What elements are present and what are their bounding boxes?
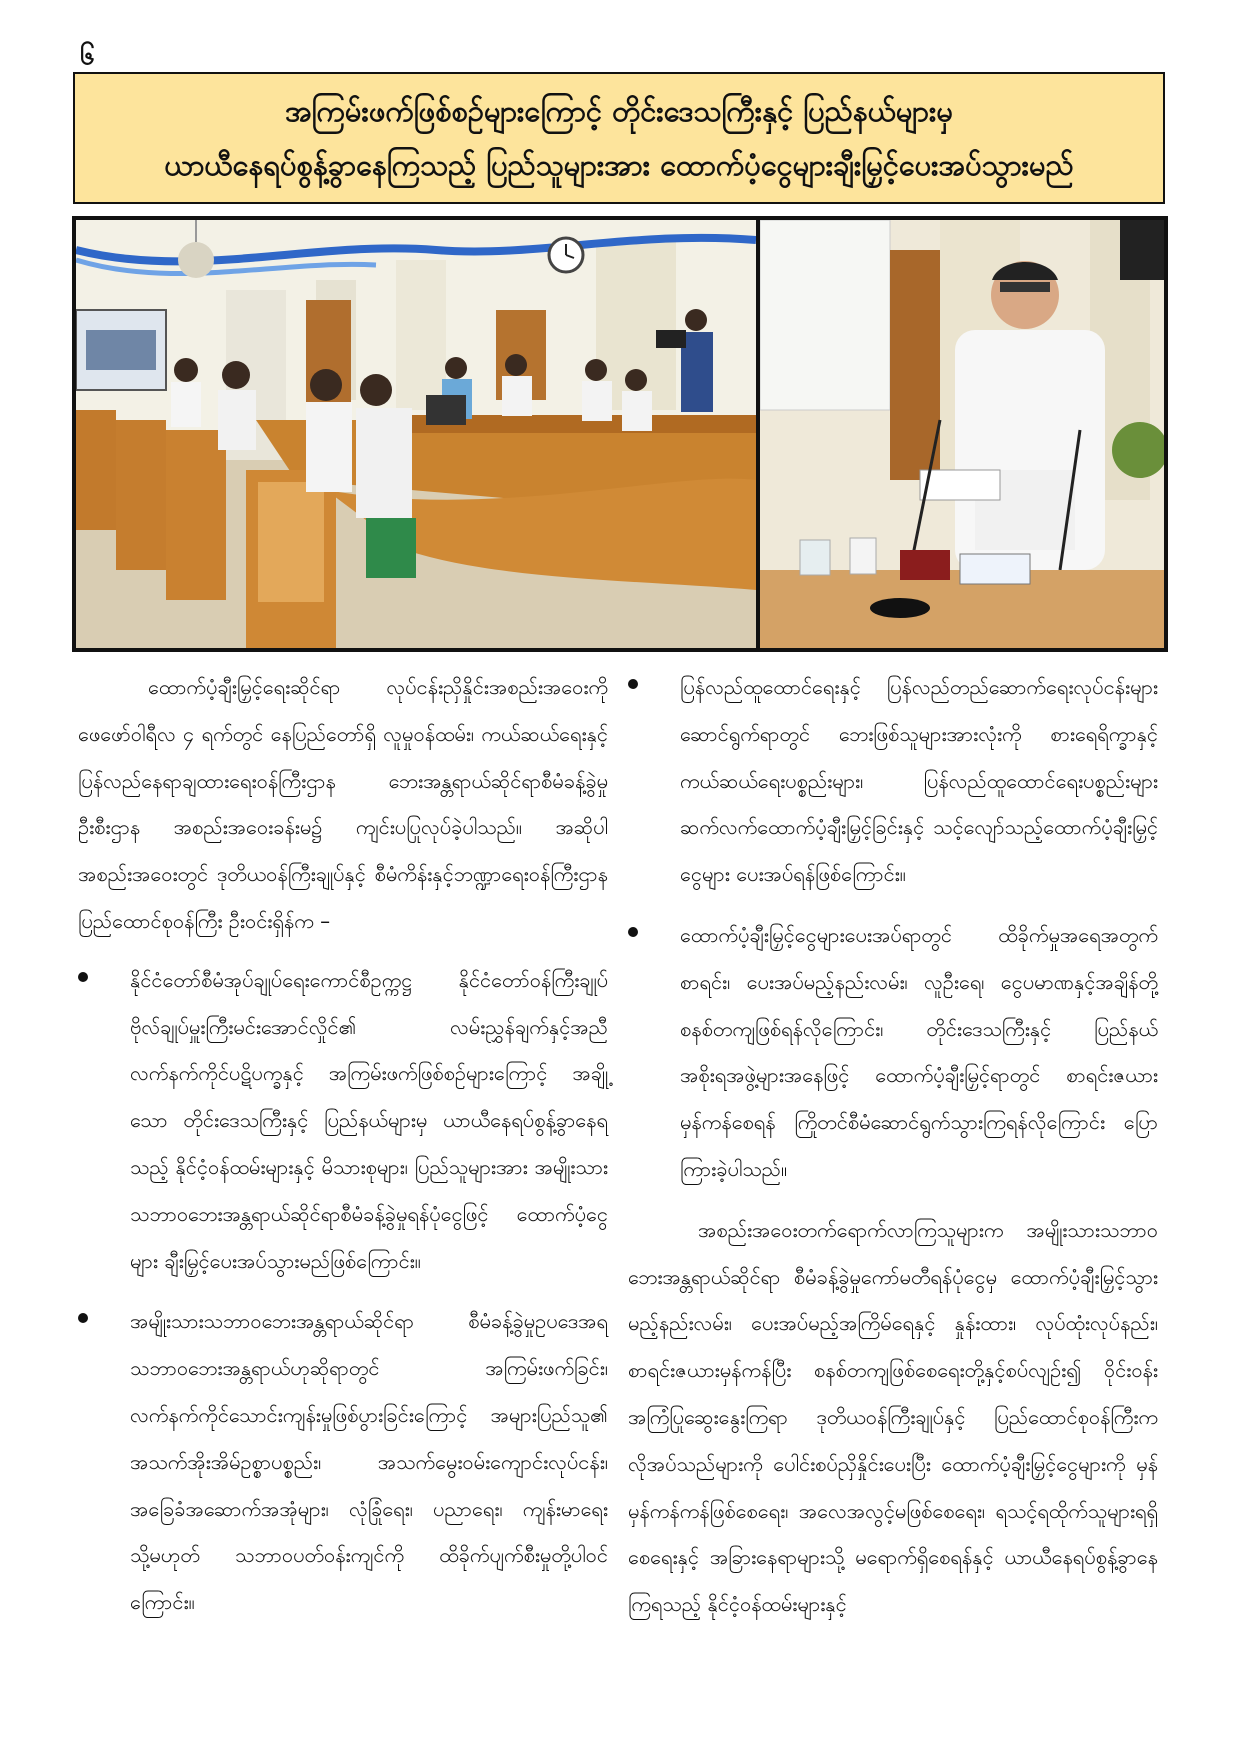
bullet-dot-icon [78,972,88,982]
left-column [78,664,608,1640]
right-column [628,664,1158,1640]
bullet-text: နိုင်ငံတော်စီမံအုပ်ချုပ်ရေးကောင်စီဥက္ကဋ္ဌ နိုင်ငံတော်ဝန်ကြီးချုပ် ဗိုလ်ချုပ်မှူးကြီးမင်းအောင်လှိုင်၏ လမ်းညွှန်ချက်နှင့်အညီ လက်နက်ကိုင်ပဋိပက္ခနှင့် အကြမ်းဖက်ဖြစ်စဉ်များကြောင့် အချို့သော တိုင်းဒေသကြီးနှင့် ပြည်နယ်များမှ ယာယီနေရပ်စွန့်ခွာနေရသည့် နိုင်ငံ့ဝန်ထမ်းများနှင့် မိသားစုများ၊ ပြည်သူများအား အမျိုးသားသဘာဝဘေးအန္တရာယ်ဆိုင်ရာစီမံခန့်ခွဲမှုရန်ပုံငွေဖြင့် ထောက်ပံ့ငွေများ ချီးမြှင့်ပေးအပ်သွားမည်ဖြစ်ကြောင်း။ [130,967,608,1273]
headline-box [73,72,1165,204]
bullet-item [628,664,1158,898]
speaker-photo [760,220,1164,648]
bullet-dot-icon [628,679,638,689]
bullet-text: အမျိုးသားသဘာဝဘေးအန္တရာယ်ဆိုင်ရာ စီမံခန့်ခွဲမှုဥပဒေအရ သဘာဝဘေးအန္တရာယ်ဟုဆိုရာတွင် အကြမ်းဖက်ခြင်း၊ လက်နက်ကိုင်သောင်းကျန်းမှုဖြစ်ပွားခြင်းကြောင့် အများပြည်သူ၏ အသက်အိုးအိမ်ဥစ္စာပစ္စည်း၊ အသက်မွေးဝမ်းကျောင်းလုပ်ငန်း၊ အခြေခံအဆောက်အအုံများ၊ လုံခြုံရေး၊ ပညာရေး၊ ကျန်းမာရေး သို့မဟုတ် သဘာဝပတ်ဝန်းကျင်ကို ထိခိုက်ပျက်စီးမှုတို့ပါဝင်ကြောင်း။ [130,1309,608,1615]
bullet-text: ထောက်ပံ့ချီးမြှင့်ငွေများပေးအပ်ရာတွင် ထိခိုက်မှုအရေအတွက်စာရင်း၊ ပေးအပ်မည့်နည်းလမ်း၊ လူဦးရေ၊ ငွေပမာဏနှင့်အချိန်တို့ စနစ်တကျဖြစ်ရန်လိုကြောင်း၊ တိုင်းဒေသကြီးနှင့် ပြည်နယ်အစိုးရအဖွဲ့များအနေဖြင့် ထောက်ပံ့ချီးမြှင့်ရာတွင် စာရင်းဇယားမှန်ကန်စေရန် ကြိုတင်စီမံဆောင်ရွက်သွားကြရန်လိုကြောင်း ပြောကြားခဲ့ပါသည်။ [680,922,1158,1181]
photo-frame [72,216,1168,652]
bullet-dot-icon [628,927,638,937]
bullet-dot-icon [78,1313,88,1323]
bullet-item [78,957,608,1285]
page-number: ၆ [80,41,95,71]
closing-paragraph: အစည်းအဝေးတက်ရောက်လာကြသူများက အမျိုးသားသဘာဝဘေးအန္တရာယ်ဆိုင်ရာ စီမံခန့်ခွဲမှုကော်မတီရန်ပုံငွေမှ ထောက်ပံ့ချီးမြှင့်သွားမည့်နည်းလမ်း၊ ပေးအပ်မည့်အကြိမ်ရေနှင့် နှုန်းထား၊ လုပ်ထုံးလုပ်နည်း၊ စာရင်းဇယားမှန်ကန်ပြီး စနစ်တကျဖြစ်စေရေးတို့နှင့်စပ်လျဉ်း၍ ဝိုင်းဝန်းအကြံပြုဆွေးနွေးကြရာ ဒုတိယဝန်ကြီးချုပ်နှင့် ပြည်ထောင်စုဝန်ကြီးက လိုအပ်သည်များကို ပေါင်းစပ်ညှိနှိုင်းပေးပြီး ထောက်ပံ့ချီးမြှင့်ငွေများကို မှန်မှန်ကန်ကန်ဖြစ်စေရေး၊ အလေအလွင့်မဖြစ်စေရေး၊ ရသင့်ရထိုက်သူများရရှိစေရေးနှင့် အခြားနေရာများသို့ မရောက်ရှိစေရန်နှင့် ယာယီနေရပ်စွန့်ခွာနေကြရသည့် နိုင်ငံ့ဝန်ထမ်းများနှင့် [628,1217,1158,1617]
headline-line-2: ယာယီနေရပ်စွန့်ခွာနေကြသည့် ပြည်သူများအား ထောက်ပံ့ငွေများချီးမြှင့်ပေးအပ်သွားမည် [164,148,1074,182]
bullet-item [78,1298,608,1626]
bullet-text: ပြန်လည်ထူထောင်ရေးနှင့် ပြန်လည်တည်ဆောက်ရေးလုပ်ငန်းများဆောင်ရွက်ရာတွင် ဘေးဖြစ်သူများအားလုံးကို စားရေရိက္ခာနှင့် ကယ်ဆယ်ရေးပစ္စည်းများ၊ ပြန်လည်ထူထောင်ရေးပစ္စည်းများ ဆက်လက်ထောက်ပံ့ချီးမြှင့်ခြင်းနှင့် သင့်လျော်သည့်ထောက်ပံ့ချီးမြှင့်ငွေများ ပေးအပ်ရန်ဖြစ်ကြောင်း။ [680,675,1158,887]
headline-line-1: အကြမ်းဖက်ဖြစ်စဉ်များကြောင့် တိုင်းဒေသကြီးနှင့် ပြည်နယ်များမှ [285,94,953,128]
intro-paragraph: ထောက်ပံ့ချီးမြှင့်ရေးဆိုင်ရာ လုပ်ငန်းညှိနှိုင်းအစည်းအဝေးကို ဖေဖော်ဝါရီလ ၄ ရက်တွင် နေပြည်တော်ရှိ လူမှုဝန်ထမ်း၊ ကယ်ဆယ်ရေးနှင့် ပြန်လည်နေရာချထားရေးဝန်ကြီးဌာန ဘေးအန္တရာယ်ဆိုင်ရာစီမံခန့်ခွဲမှုဦးစီးဌာန အစည်းအဝေးခန်းမ၌ ကျင်းပပြုလုပ်ခဲ့ပါသည်။ အဆိုပါအစည်းအဝေးတွင် ဒုတိယဝန်ကြီးချုပ်နှင့် စီမံကိန်းနှင့်ဘဏ္ဍာရေးဝန်ကြီးဌာန ပြည်ထောင်စုဝန်ကြီး ဦးဝင်းရှိန်က – [78,675,608,933]
bullet-item [628,912,1158,1193]
meeting-room-photo [76,220,756,648]
